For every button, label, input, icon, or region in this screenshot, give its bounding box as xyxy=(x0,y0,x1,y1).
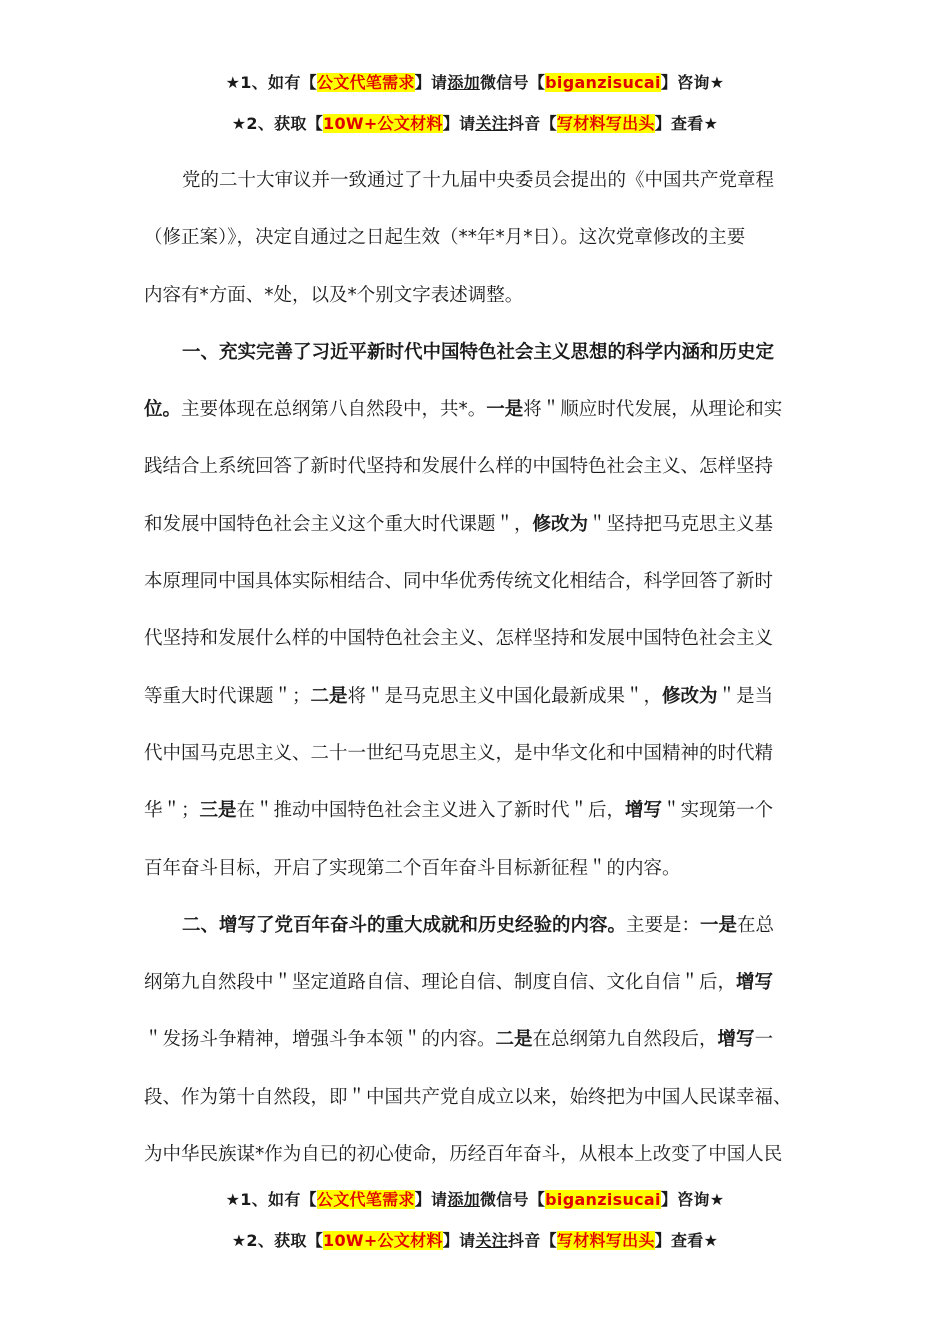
bold-text: 修改为 xyxy=(662,685,718,707)
text-line xyxy=(144,668,808,725)
text-run: （修正案）》，决定自通过之日起生效（**年*月*日）。这次党章修改的主要 xyxy=(144,227,746,249)
highlight-wechat-id: biganzisucai xyxy=(545,1190,661,1209)
text-run: 将＂顺应时代发展，从理论和实 xyxy=(523,399,783,421)
text-run: 主要是： xyxy=(626,914,701,936)
text-run: 为中华民族谋*作为自已的初心使命，历经百年奋斗，从根本上改变了中国人民 xyxy=(144,1144,783,1166)
bold-text: 二是 xyxy=(310,685,348,707)
text-run: 和发展中国特色社会主义这个重大时代课题＂， xyxy=(144,513,533,535)
ad-line-2-footer: ★2、获取【10W+公文材料】请关注抖音【写材料写出头】查看★ xyxy=(231,1231,719,1250)
text-run: 代坚持和发展什么样的中国特色社会主义、怎样坚持和发展中国特色社会主义 xyxy=(144,628,774,650)
bold-text: 二是 xyxy=(495,1029,533,1051)
text-line xyxy=(144,1126,808,1183)
text-run: 在总纲第九自然段后， xyxy=(532,1029,718,1051)
text-line xyxy=(144,897,808,954)
ad-line-1-footer: ★1、如有【公文代笔需求】请添加微信号【biganzisucai】咨询★ xyxy=(225,1190,725,1209)
text-line xyxy=(144,381,808,438)
text-run: 本原理同中国具体实际相结合、同中华优秀传统文化相结合，科学回答了新时 xyxy=(144,571,774,593)
text-line xyxy=(144,553,808,610)
text-run: 将＂是马克思主义中国化最新成果＂， xyxy=(347,685,663,707)
highlight-douyin-account: 写材料写出头 xyxy=(556,114,655,133)
text-line xyxy=(144,1011,808,1068)
text-run: ＂坚持把马克思主义基 xyxy=(588,513,774,535)
document-body xyxy=(144,152,808,1183)
text-run: 主要体现在总纲第八自然段中，共*。 xyxy=(181,399,487,421)
text-line xyxy=(144,954,808,1011)
text-line xyxy=(144,840,808,897)
text-run: ＂是当 xyxy=(717,685,774,707)
text-run: 百年奋斗目标，开启了实现第二个百年奋斗目标新征程＂的内容。 xyxy=(144,857,681,879)
text-run: ＂实现第一个 xyxy=(662,800,774,822)
text-run: 一 xyxy=(754,1029,774,1051)
text-run: 在总 xyxy=(737,914,775,936)
highlight-writing-service: 公文代笔需求 xyxy=(316,73,415,92)
text-line xyxy=(144,152,808,209)
text-run: ＂发扬斗争精神，增强斗争本领＂的内容。 xyxy=(144,1029,496,1051)
star-icon: ★ xyxy=(225,1190,241,1209)
bold-text: 位。 xyxy=(144,399,182,421)
highlight-douyin-account: 写材料写出头 xyxy=(556,1231,655,1250)
bold-text: 二、增写了党百年奋斗的重大成就和历史经验的内容。 xyxy=(182,914,627,936)
bold-text: 增写 xyxy=(625,800,663,822)
highlight-writing-service: 公文代笔需求 xyxy=(316,1190,415,1209)
star-icon: ★ xyxy=(231,114,247,133)
highlight-materials: 10W+公文材料 xyxy=(323,114,443,133)
bold-text: 一是 xyxy=(700,914,738,936)
text-run: 内容有*方面、*处，以及*个别文字表述调整。 xyxy=(144,284,524,306)
text-line xyxy=(144,496,808,553)
ad-line-1: ★1、如有【公文代笔需求】请添加微信号【biganzisucai】咨询★ xyxy=(225,73,725,92)
text-line xyxy=(144,438,808,495)
text-run: 党的二十大审议并一致通过了十九届中央委员会提出的《中国共产党章程 xyxy=(182,170,775,191)
bold-text: 一、充实完善了习近平新时代中国特色社会主义思想的科学内涵和历史定 xyxy=(182,341,775,363)
text-run: 践结合上系统回答了新时代坚持和发展什么样的中国特色社会主义、怎样坚持 xyxy=(144,456,774,478)
text-run: 纲第九自然段中＂坚定道路自信、理论自信、制度自信、文化自信＂后， xyxy=(144,972,737,994)
text-line xyxy=(144,610,808,667)
text-line xyxy=(144,209,808,266)
bold-text: 增写 xyxy=(717,1029,755,1051)
ad-line-2: ★2、获取【10W+公文材料】请关注抖音【写材料写出头】查看★ xyxy=(231,114,719,133)
text-run: 代中国马克思主义、二十一世纪马克思主义，是中华文化和中国精神的时代精 xyxy=(144,742,774,764)
text-run: 华＂； xyxy=(144,800,200,822)
text-run: 段、作为第十自然段，即＂中国共产党自成立以来，始终把为中国人民谋幸福、 xyxy=(144,1086,792,1108)
text-line xyxy=(144,782,808,839)
highlight-materials: 10W+公文材料 xyxy=(323,1231,443,1250)
text-line xyxy=(144,267,808,324)
bold-text: 三是 xyxy=(199,800,237,822)
text-line xyxy=(144,324,808,381)
highlight-wechat-id: biganzisucai xyxy=(545,73,661,92)
text-run: 等重大时代课题＂； xyxy=(144,685,311,707)
star-icon: ★ xyxy=(225,73,241,92)
text-line xyxy=(144,725,808,782)
text-line xyxy=(144,1069,808,1126)
bold-text: 增写 xyxy=(736,972,774,994)
star-icon: ★ xyxy=(231,1231,247,1250)
text-run: 在＂推动中国特色社会主义进入了新时代＂后， xyxy=(236,800,626,822)
bold-text: 一是 xyxy=(486,399,524,421)
bold-text: 修改为 xyxy=(532,513,589,535)
